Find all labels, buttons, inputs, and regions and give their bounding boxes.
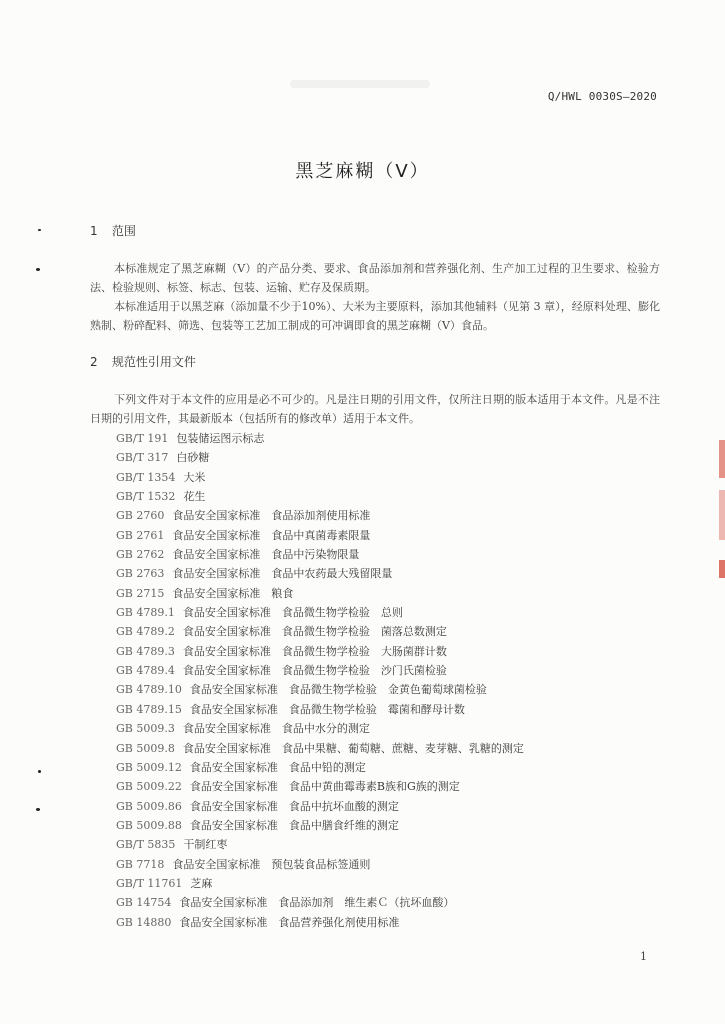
reference-code: GB 5009.22 (116, 780, 182, 794)
reference-code: GB/T 5835 (116, 838, 176, 852)
scan-smudge (290, 80, 430, 88)
reference-title: 食品安全国家标准 食品添加剂使用标准 (172, 509, 371, 523)
reference-item (116, 468, 676, 487)
reference-item (116, 913, 676, 932)
red-stamp-edge (719, 560, 725, 578)
reference-code: GB/T 1532 (116, 490, 176, 504)
scope-paragraph-1: 本标准规定了黑芝麻糊（Ⅴ）的产品分类、要求、食品添加剂和营养强化剂、生产加工过程的卫生要求、检验方法、检验规则、标签、标志、包装、运输、贮存及保质期。 (90, 262, 660, 294)
reference-title: 大米 (183, 470, 206, 484)
scan-dot (38, 770, 41, 773)
reference-title: 花生 (183, 490, 206, 504)
reference-item (116, 603, 676, 622)
reference-title: 食品安全国家标准 食品添加剂 维生素Ｃ（抗坏血酸） (179, 896, 455, 910)
reference-title: 食品安全国家标准 食品微生物学检验 沙门氏菌检验 (182, 664, 447, 678)
reference-title: 食品安全国家标准 食品中膳食纤维的测定 (189, 818, 399, 832)
red-stamp-edge (719, 490, 725, 540)
reference-title: 白砂糖 (176, 451, 210, 465)
reference-title: 食品安全国家标准 食品中污染物限量 (172, 548, 360, 562)
reference-item (116, 622, 676, 641)
reference-title: 食品安全国家标准 食品中农药最大残留限量 (172, 567, 393, 581)
reference-title: 食品安全国家标准 食品中果糖、葡萄糖、蔗糖、麦芽糖、乳糖的测定 (182, 741, 524, 755)
reference-title: 食品安全国家标准 粮食 (172, 586, 294, 600)
reference-code: GB 14880 (116, 915, 172, 929)
reference-item (116, 526, 676, 545)
reference-item (116, 487, 676, 506)
reference-title: 食品安全国家标准 食品微生物学检验 霉菌和酵母计数 (189, 702, 465, 716)
reference-item (116, 855, 676, 874)
reference-code: GB 5009.88 (116, 818, 182, 832)
section-title: 规范性引用文件 (111, 355, 196, 369)
reference-title: 食品安全国家标准 食品中黄曲霉毒素B族和G族的测定 (189, 780, 460, 794)
reference-item (116, 874, 676, 893)
section-number: 1 (90, 224, 98, 238)
scan-dot (36, 808, 40, 811)
reference-title: 食品安全国家标准 食品微生物学检验 总则 (182, 606, 403, 620)
reference-list (116, 429, 676, 932)
reference-item (116, 893, 676, 912)
page-number: 1 (640, 950, 647, 963)
reference-title: 芝麻 (190, 876, 213, 890)
reference-code: GB 2763 (116, 567, 165, 581)
reference-code: GB 5009.86 (116, 799, 182, 813)
reference-code: GB 4789.2 (116, 625, 175, 639)
reference-title: 食品安全国家标准 食品微生物学检验 菌落总数测定 (182, 625, 447, 639)
reference-code: GB 2761 (116, 528, 165, 542)
reference-code: GB/T 1354 (116, 470, 176, 484)
reference-item (116, 816, 676, 835)
reference-title: 食品安全国家标准 食品微生物学检验 大肠菌群计数 (182, 644, 447, 658)
reference-item (116, 777, 676, 796)
reference-item (116, 584, 676, 603)
reference-code: GB 4789.1 (116, 606, 175, 620)
reference-code: GB 2715 (116, 586, 165, 600)
reference-title: 包装储运图示标志 (176, 432, 265, 445)
reference-title: 食品安全国家标准 食品微生物学检验 金黄色葡萄球菌检验 (189, 683, 487, 697)
scope-paragraph-2: 本标准适用于以黑芝麻（添加量不少于10%）、大米为主要原料，添加其他辅料（见第 3 章），经原料处理、膨化熟制、粉碎配料、筛选、包装等工艺加工制成的可冲调即食的黑芝麻糊（Ⅴ）食品。 (90, 300, 660, 332)
reference-code: GB 14754 (116, 896, 172, 910)
reference-code: GB 7718 (116, 857, 165, 871)
scan-dot (38, 229, 41, 231)
reference-item (116, 680, 676, 699)
section-number: 2 (90, 355, 98, 369)
reference-code: GB 2760 (116, 509, 165, 523)
reference-code: GB/T 317 (116, 451, 169, 465)
section-title: 范围 (111, 224, 136, 238)
reference-item (116, 506, 676, 525)
reference-item (116, 758, 676, 777)
document-title: 黑芝麻糊（Ⅴ） (295, 161, 430, 182)
reference-code: GB/T 191 (116, 432, 169, 445)
reference-code: GB 4789.4 (116, 664, 175, 678)
reference-code: GB 5009.8 (116, 741, 175, 755)
reference-title: 食品安全国家标准 食品中抗坏血酸的测定 (189, 799, 399, 813)
reference-code: GB 2762 (116, 548, 165, 562)
reference-title: 食品安全国家标准 食品中铅的测定 (189, 760, 366, 774)
reference-code: GB 5009.12 (116, 760, 182, 774)
reference-item (116, 448, 676, 467)
section-heading-scope (90, 222, 136, 239)
reference-code: GB 5009.3 (116, 722, 175, 736)
scan-dot (36, 268, 40, 271)
reference-item (116, 564, 676, 583)
reference-item (116, 835, 676, 854)
reference-item (116, 429, 676, 448)
references-intro-paragraph: 下列文件对于本文件的应用是必不可少的。凡是注日期的引用文件，仅所注日期的版本适用于本文件。凡是不注日期的引用文件，其最新版本（包括所有的修改单）适用于本文件。 (90, 393, 660, 425)
reference-code: GB 4789.15 (116, 702, 182, 716)
reference-item (116, 700, 676, 719)
reference-title: 食品安全国家标准 预包装食品标签通则 (172, 857, 371, 871)
reference-item (116, 661, 676, 680)
red-stamp-edge (719, 440, 725, 478)
reference-code: GB 4789.3 (116, 644, 175, 658)
reference-code: GB 4789.10 (116, 683, 182, 697)
reference-title: 食品安全国家标准 食品营养强化剂使用标准 (179, 915, 400, 929)
section-heading-normative-references (90, 353, 196, 370)
reference-item (116, 719, 676, 738)
reference-title: 食品安全国家标准 食品中真菌毒素限量 (172, 528, 371, 542)
reference-code: GB/T 11761 (116, 876, 183, 890)
reference-item (116, 545, 676, 564)
reference-item (116, 642, 676, 661)
reference-item (116, 739, 676, 758)
reference-title: 食品安全国家标准 食品中水分的测定 (182, 722, 370, 736)
reference-title: 干制红枣 (183, 838, 228, 852)
standard-code: Q/HWL 0030S—2020 (547, 90, 657, 103)
reference-item (116, 797, 676, 816)
